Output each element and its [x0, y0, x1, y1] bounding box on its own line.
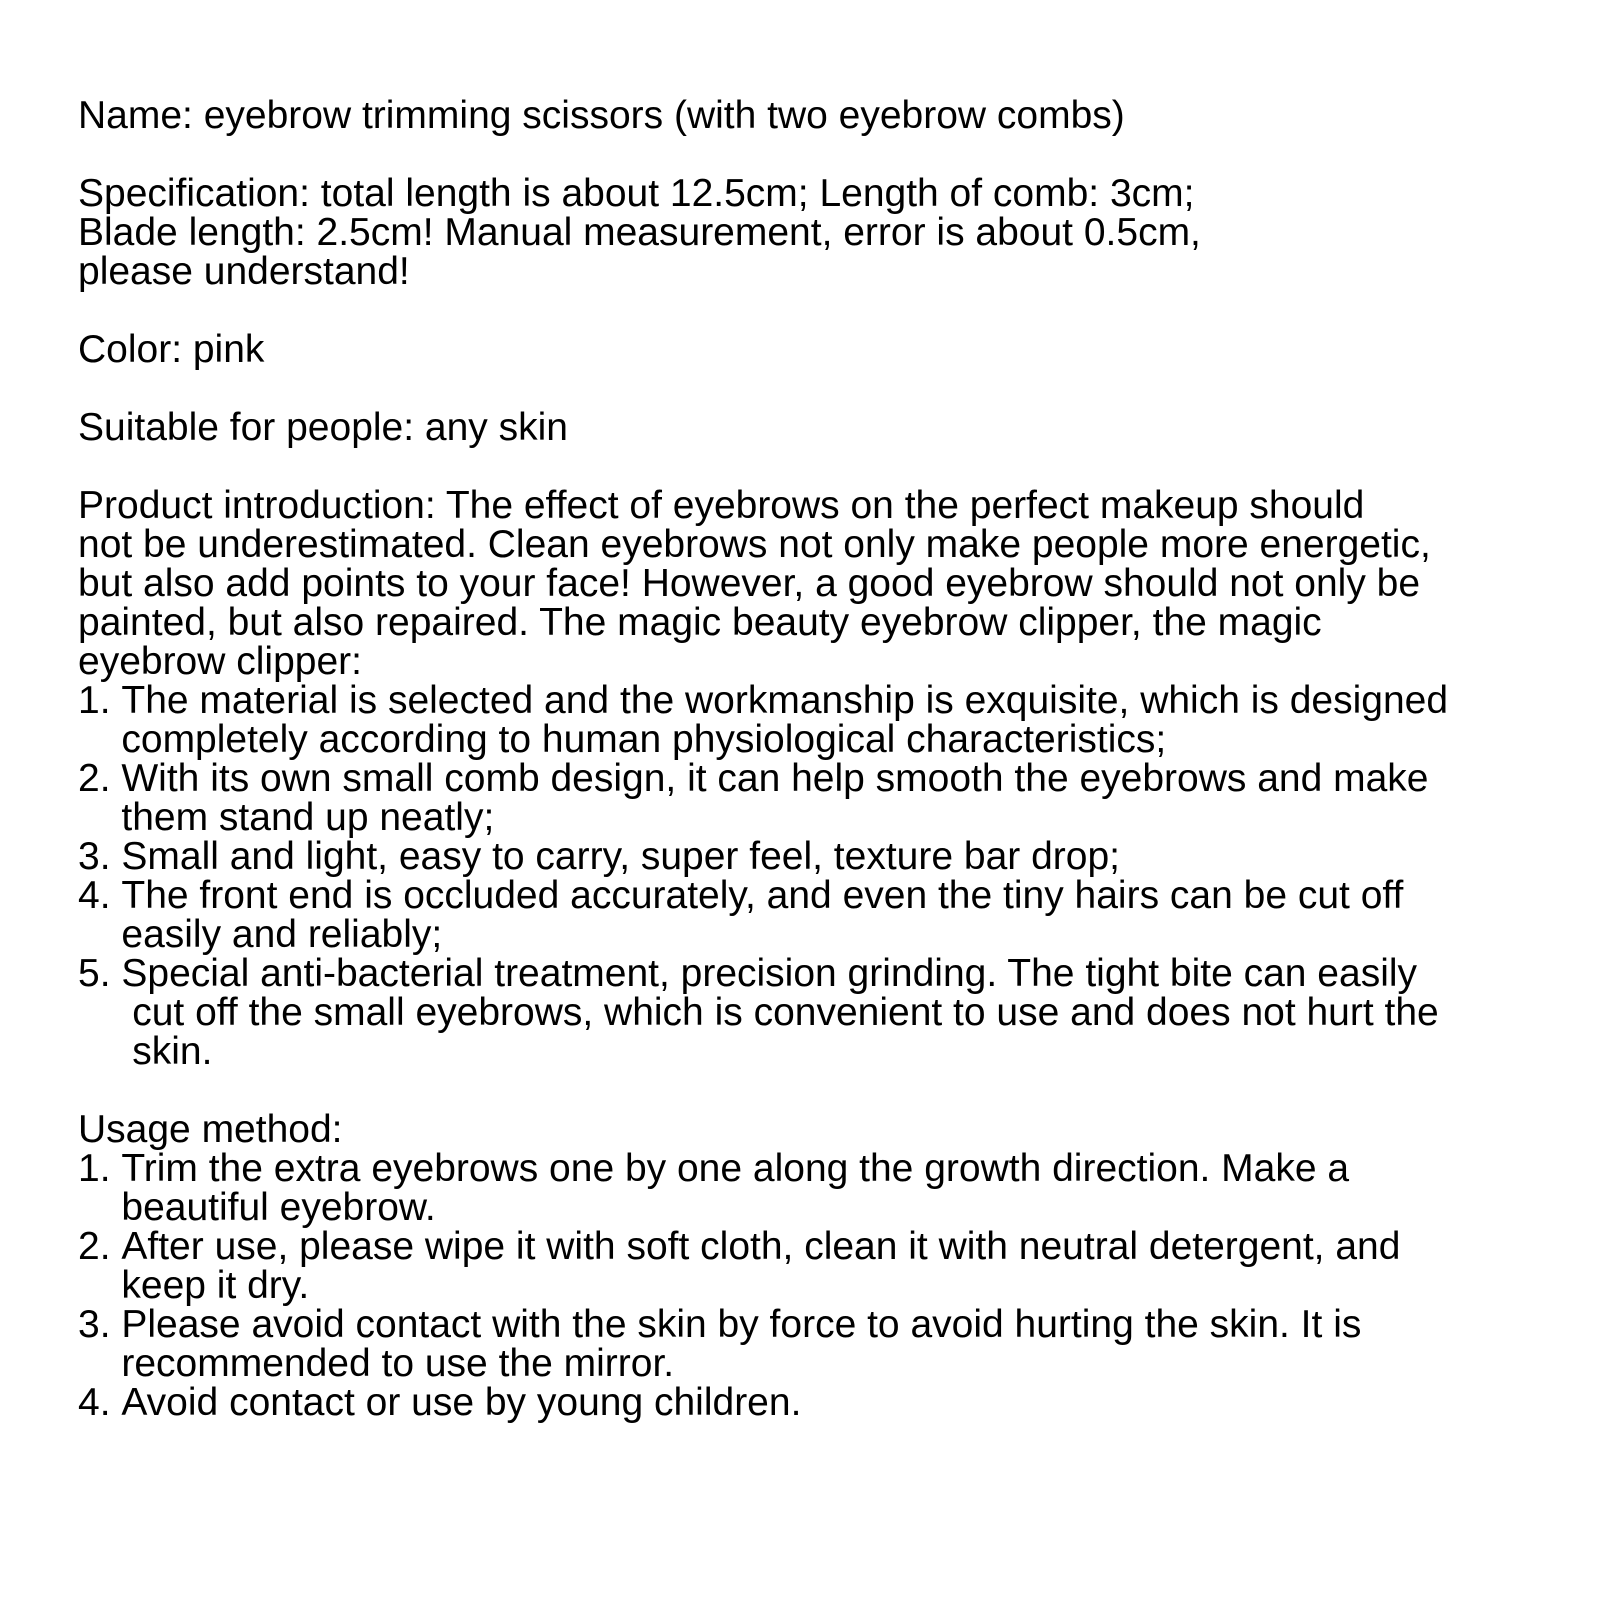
list-item — [78, 837, 1558, 876]
name-line: Name: eyebrow trimming scissors (with two eyebrow combs) — [78, 94, 1125, 137]
usage-heading: Usage method: — [78, 1108, 343, 1151]
list-number: 4. — [78, 1381, 122, 1424]
list-item-line: Avoid contact or use by young children. — [121, 1381, 802, 1424]
list-item-line: With its own small comb design, it can help smooth the eyebrows and make — [121, 757, 1429, 800]
list-item-line: beautiful eyebrow. — [121, 1186, 436, 1229]
color-line: Color: pink — [78, 328, 265, 371]
list-item-line: The material is selected and the workmanship is exquisite, which is designed — [121, 679, 1449, 722]
list-number: 4. — [78, 874, 122, 917]
introduction-line: but also add points to your face! However, a good eyebrow should not only be — [78, 562, 1421, 605]
introduction-line: painted, but also repaired. The magic beauty eyebrow clipper, the magic — [78, 601, 1322, 644]
list-item — [78, 1149, 1558, 1227]
list-item — [78, 876, 1558, 954]
suitable-line: Suitable for people: any skin — [78, 406, 568, 449]
list-item-line: Trim the extra eyebrows one by one along the growth direction. Make a — [121, 1147, 1350, 1190]
introduction-line: Product introduction: The effect of eyebrows on the perfect makeup should — [78, 484, 1365, 527]
specification-line-1: Specification: total length is about 12.5cm; Length of comb: 3cm; — [78, 172, 1195, 215]
product-description — [78, 96, 1558, 1422]
specification-line-2: Blade length: 2.5cm! Manual measurement, error is about 0.5cm, — [78, 211, 1201, 254]
list-number: 2. — [78, 1225, 122, 1268]
list-number: 2. — [78, 757, 122, 800]
list-item-line: Please avoid contact with the skin by force to avoid hurting the skin. It is — [121, 1303, 1362, 1346]
list-item-line: them stand up neatly; — [121, 796, 495, 839]
list-item — [78, 759, 1558, 837]
specification-line-3: please understand! — [78, 250, 410, 293]
list-item — [78, 1383, 1558, 1422]
introduction-line: not be underestimated. Clean eyebrows not only make people more energetic, — [78, 523, 1431, 566]
list-item-line: cut off the small eyebrows, which is convenient to use and does not hurt the — [121, 991, 1439, 1034]
list-item-line: easily and reliably; — [121, 913, 443, 956]
list-item-line: Small and light, easy to carry, super feel, texture bar drop; — [121, 835, 1120, 878]
list-number: 3. — [78, 1303, 122, 1346]
introduction-line: eyebrow clipper: — [78, 640, 362, 683]
introduction-section — [78, 486, 1558, 1071]
list-number: 3. — [78, 835, 122, 878]
list-item-line: completely according to human physiological characteristics; — [121, 718, 1167, 761]
list-number: 1. — [78, 1147, 122, 1190]
list-item — [78, 954, 1558, 1071]
list-item — [78, 681, 1558, 759]
list-number: 5. — [78, 952, 122, 995]
list-item — [78, 1227, 1558, 1305]
list-item-line: recommended to use the mirror. — [121, 1342, 675, 1385]
usage-section — [78, 1110, 1558, 1422]
list-item-line: The front end is occluded accurately, and even the tiny hairs can be cut off — [121, 874, 1404, 917]
list-item-line: After use, please wipe it with soft cloth, clean it with neutral detergent, and — [121, 1225, 1401, 1268]
list-item-line: skin. — [121, 1030, 213, 1073]
list-number: 1. — [78, 679, 122, 722]
list-item-line: keep it dry. — [121, 1264, 310, 1307]
list-item-line: Special anti-bacterial treatment, precision grinding. The tight bite can easily — [121, 952, 1418, 995]
list-item — [78, 1305, 1558, 1383]
